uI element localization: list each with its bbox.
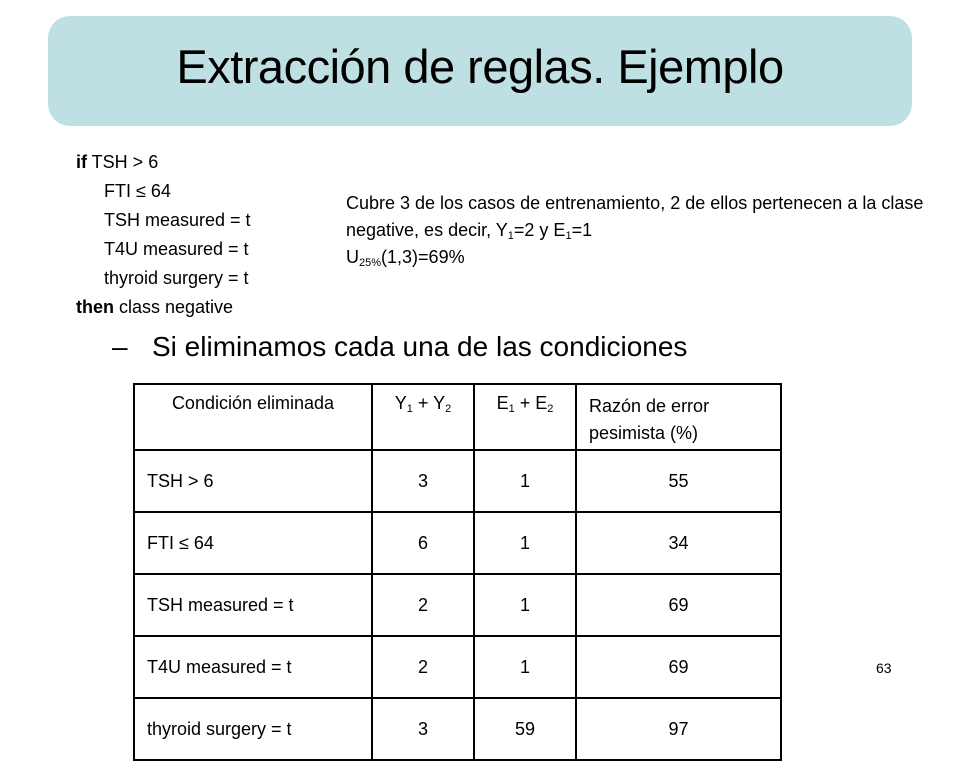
header-sub: 2 xyxy=(445,403,452,415)
header-cell: Razón de error pesimista (%) xyxy=(576,384,781,450)
desc-text: (1,3)=69% xyxy=(381,247,465,267)
table-cell: 55 xyxy=(576,450,781,512)
slide-title: Extracción de reglas. Ejemplo xyxy=(176,39,784,93)
rule-condition: thyroid surgery = t xyxy=(104,268,249,288)
then-text: class negative xyxy=(114,297,234,317)
table-cell: 1 xyxy=(474,450,576,512)
if-keyword: if xyxy=(76,152,87,172)
header-sub: 1 xyxy=(406,403,413,415)
table-cell: 3 xyxy=(372,450,474,512)
rule-condition: T4U measured = t xyxy=(104,239,249,259)
desc-text: U xyxy=(346,247,359,267)
rule-description xyxy=(346,190,926,271)
desc-text: =2 y E xyxy=(513,220,566,240)
header-cell xyxy=(474,384,576,450)
header-text: Y xyxy=(394,393,407,413)
header-text: + Y xyxy=(412,393,446,413)
rule-block xyxy=(76,148,251,322)
rule-then-line xyxy=(76,293,251,322)
table-cell: 1 xyxy=(474,512,576,574)
table-cell: TSH measured = t xyxy=(134,574,372,636)
table-cell: 97 xyxy=(576,698,781,760)
rule-condition: TSH measured = t xyxy=(104,210,251,230)
table-cell: 34 xyxy=(576,512,781,574)
table-cell: thyroid surgery = t xyxy=(134,698,372,760)
bullet-point xyxy=(112,331,687,363)
table-cell: 1 xyxy=(474,636,576,698)
table-cell: 2 xyxy=(372,574,474,636)
table-row xyxy=(134,574,781,636)
header-text: + E xyxy=(514,393,548,413)
table-cell: 69 xyxy=(576,574,781,636)
header-text: E xyxy=(496,393,509,413)
rule-condition: FTI ≤ 64 xyxy=(104,181,171,201)
table-cell: 69 xyxy=(576,636,781,698)
table-cell: 2 xyxy=(372,636,474,698)
if-condition: TSH > 6 xyxy=(87,152,159,172)
then-keyword: then xyxy=(76,297,114,317)
table-row xyxy=(134,450,781,512)
bullet-text: Si eliminamos cada una de las condiciones xyxy=(152,331,688,362)
table-cell: 1 xyxy=(474,574,576,636)
header-cell xyxy=(372,384,474,450)
header-cell: Condición eliminada xyxy=(134,384,372,450)
desc-sub: 1 xyxy=(507,230,514,242)
table-row xyxy=(134,512,781,574)
desc-sub: 25% xyxy=(359,257,382,269)
table-header-row xyxy=(134,384,781,450)
page-number: 63 xyxy=(876,660,892,676)
table-cell: 3 xyxy=(372,698,474,760)
header-sub: 1 xyxy=(508,403,515,415)
table-cell: TSH > 6 xyxy=(134,450,372,512)
table-cell: T4U measured = t xyxy=(134,636,372,698)
table-row xyxy=(134,636,781,698)
desc-text: Cubre 3 de los casos de entrenamiento, 2 de ellos pertenecen a la clase negative, es decir, Y xyxy=(346,193,924,240)
table-cell: 59 xyxy=(474,698,576,760)
rule-if-line xyxy=(76,148,251,177)
desc-text: =1 xyxy=(571,220,593,240)
header-sub: 2 xyxy=(547,403,554,415)
conditions-table xyxy=(133,383,782,761)
table-cell: 6 xyxy=(372,512,474,574)
table-cell: FTI ≤ 64 xyxy=(134,512,372,574)
title-banner xyxy=(48,16,912,126)
desc-sub: 1 xyxy=(565,230,572,242)
bullet-dash: – xyxy=(112,331,128,362)
table-row xyxy=(134,698,781,760)
